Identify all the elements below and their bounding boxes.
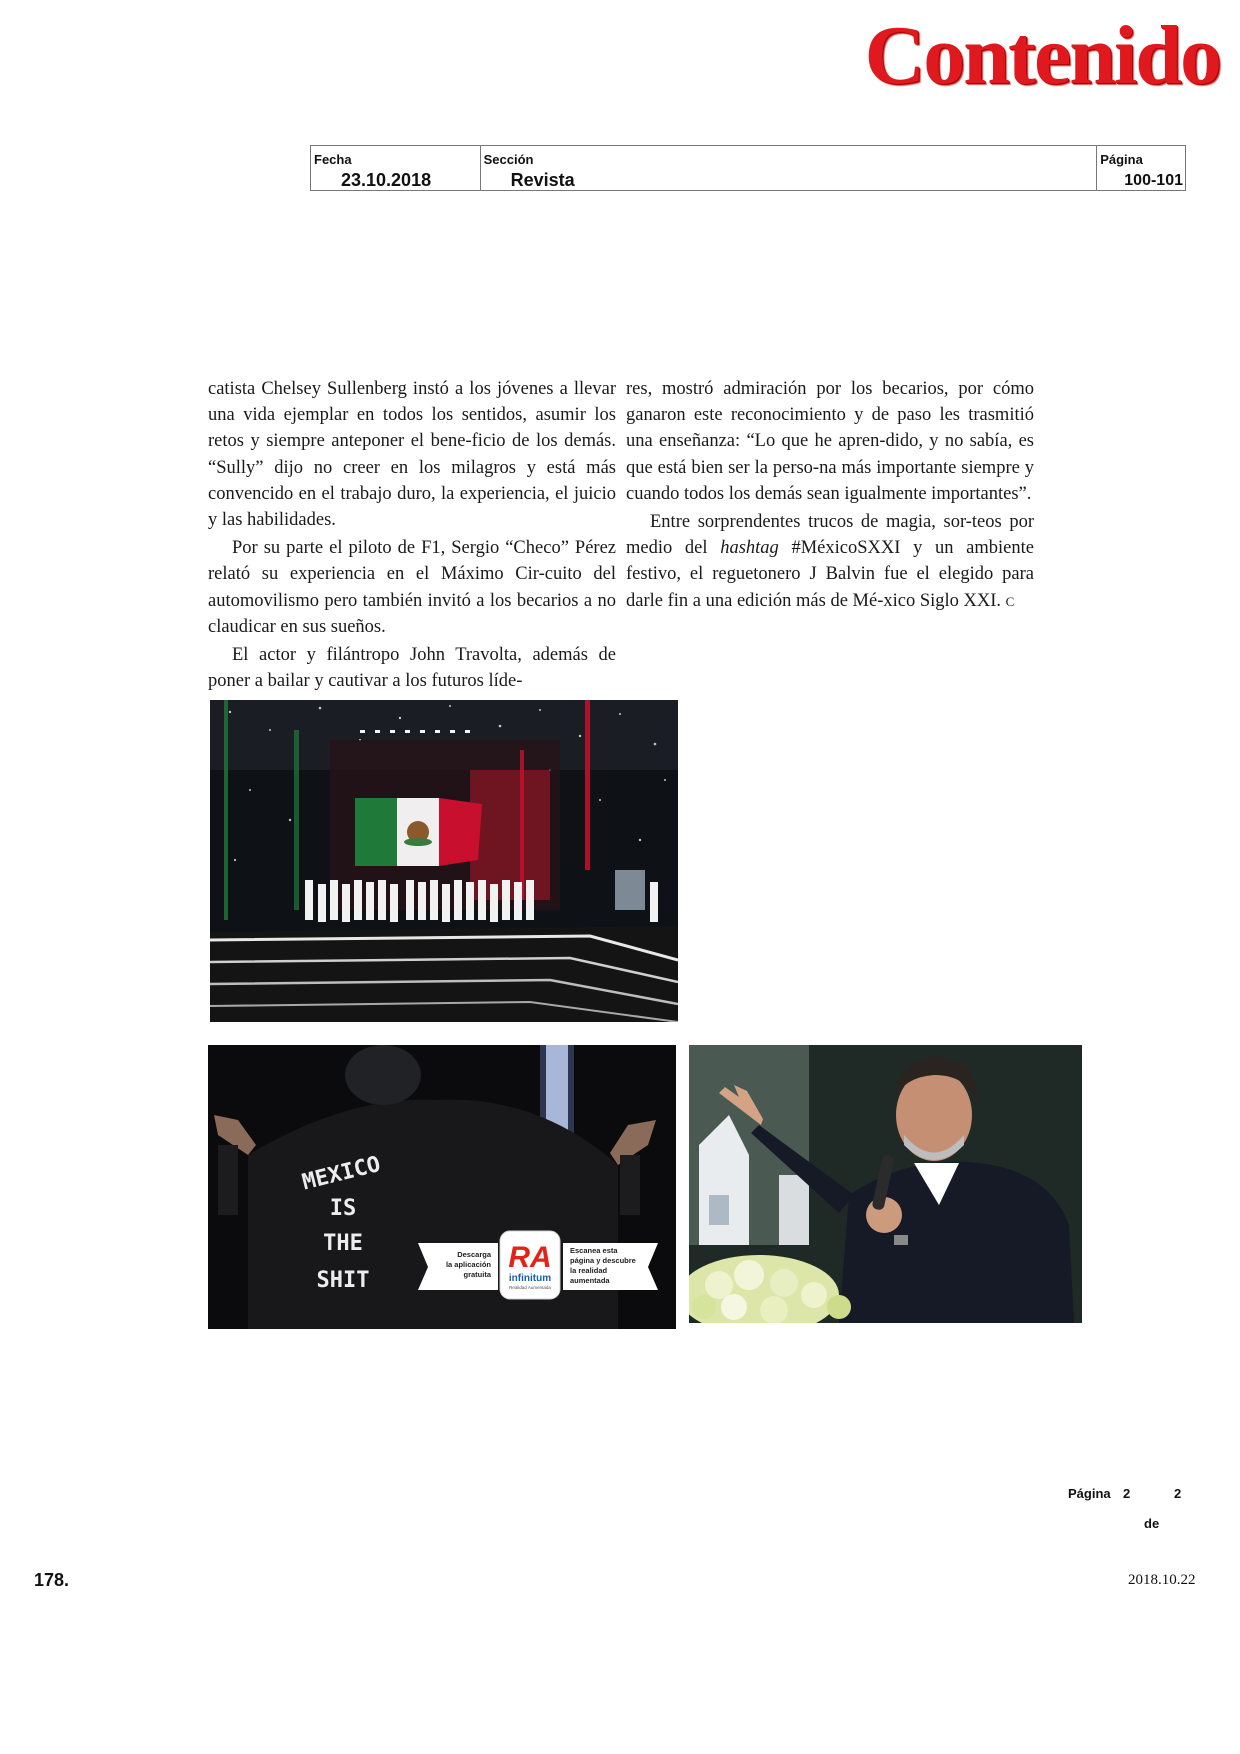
actor-photo — [689, 1045, 1082, 1323]
footer-pagina-label: Página — [1068, 1486, 1111, 1501]
seccion-cell — [481, 146, 1098, 190]
end-mark: C — [1005, 593, 1015, 609]
jacket-text: MEXICO — [299, 1151, 384, 1196]
ra-left-text: Descarga — [457, 1250, 491, 1259]
ra-left-text: la aplicación — [445, 1260, 491, 1269]
article-column-1 — [208, 376, 616, 694]
contenido-logo: Contenido — [864, 9, 1220, 102]
article-paragraph: catista Chelsey Sullenberg instó a los jóvenes a llevar una vida ejemplar en todos los sentidos, asumir los retos y siempre anteponer el bene-ficio de los demás. “Sully” dijo no creer en los milagros y está más convencido en el trabajo duro, la experiencia, el juicio y las habilidades. — [208, 379, 616, 531]
ra-brand: infinitum — [508, 1273, 552, 1284]
jacket-text: THE — [323, 1231, 363, 1256]
fecha-cell — [311, 146, 481, 190]
article-paragraph: Por su parte el piloto de F1, Sergio “Checo” Pérez relató su experiencia en el Máximo Cir-cuito del automovilismo pero también invitó a los becarios a no claudicar en sus sueños. — [208, 538, 616, 637]
footer-total-pages: 2 — [1174, 1486, 1182, 1501]
article-paragraph — [626, 509, 1034, 615]
ra-logo-icon: RA — [508, 1241, 552, 1274]
article-paragraph: El actor y filántropo John Travolta, además de poner a bailar y cautivar a los futuros líde- — [208, 645, 616, 692]
date-stamp: 2018.10.22 — [1128, 1572, 1196, 1588]
footer-de-label: de — [1144, 1516, 1160, 1531]
clipping-number: 178. — [34, 1570, 70, 1590]
ra-right-text: Escanea esta — [570, 1246, 618, 1255]
article-paragraph: res, mostró admiración por los becarios, por cómo ganaron este reconocimiento y de paso les trasmitió una enseñanza: “Lo que he apren-dido, y no sabía, es que está bien ser la perso-na más importante siempre y cuando todos los demás sean igualmente importantes”. — [626, 379, 1034, 504]
fecha-label: Fecha — [314, 152, 352, 167]
ra-right-text: página y descubre — [570, 1256, 636, 1265]
jacket-text: IS — [329, 1196, 357, 1221]
ra-sub: Realidad Aumentada — [509, 1285, 551, 1290]
paragraph-text: Entre sorprendentes trucos de magia, sor-teos por medio del — [626, 512, 1034, 559]
seccion-value: Revista — [510, 170, 575, 190]
jacket-photo — [208, 1045, 676, 1329]
seccion-label: Sección — [483, 152, 534, 167]
article-column-2 — [626, 376, 1034, 615]
ra-right-text: la realidad — [570, 1266, 608, 1275]
hashtag-italic: hashtag — [720, 538, 779, 559]
footer-current-page: 2 — [1123, 1486, 1131, 1501]
jacket-text: SHIT — [316, 1268, 370, 1293]
pagina-label: Página — [1100, 152, 1143, 167]
pagina-value: 100-101 — [1124, 172, 1183, 189]
ra-right-text: aumentada — [570, 1276, 610, 1285]
pagina-cell — [1097, 146, 1185, 190]
mexican-flag-icon — [355, 798, 482, 866]
fecha-value: 23.10.2018 — [341, 170, 432, 190]
ra-left-text: gratuita — [463, 1270, 491, 1279]
stage-flag-photo — [210, 700, 678, 1022]
document-info-table — [310, 145, 1186, 191]
paragraph-text: #MéxicoSXXI y un ambiente festivo, el reguetonero J Balvin fue el elegido para darle fin a una edición más de Mé-xico Siglo XXI. — [626, 538, 1034, 611]
